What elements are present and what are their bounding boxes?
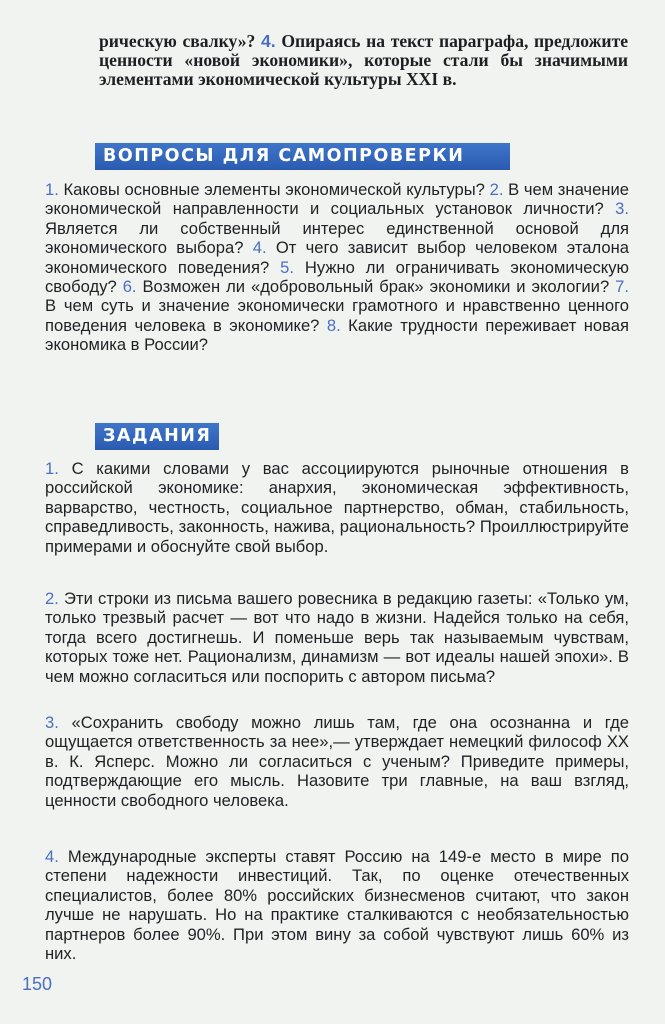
task-number: 2. xyxy=(45,589,59,608)
continued-paragraph xyxy=(99,32,628,89)
task-text: Международные эксперты ставят Россию на 149-е место в мире по степени надежности инвестиций. Так, по оценке отечественных специалистов, более 80% российских бизнесменов считают, что закон лучше не нарушать. Но на практике сталкиваются с необязательностью партнеров более 90%. При этом вину за собой чувствуют лишь 60% из них. xyxy=(45,847,629,964)
question-number: 3. xyxy=(615,199,629,219)
question-text: В чем значение экономической направленности и социальных установок личности? xyxy=(45,180,629,219)
question-number: 7. xyxy=(615,277,629,297)
self-check-questions xyxy=(45,180,629,355)
task-item xyxy=(45,847,629,963)
question-number: 2. xyxy=(489,180,504,199)
question-text: Какие трудности переживает новая экономика в России? xyxy=(45,315,629,355)
question-number: 1. xyxy=(45,180,59,199)
question-number: 8. xyxy=(326,315,341,335)
continued-text-start: рическую свалку»? xyxy=(99,31,256,51)
task-text: С какими словами у вас ассоциируются рыночные отношения в российской экономике: анархия, экономическая эффективность, варварство, честность, социальное партнерство, обман, стабильность, справедливость, законность, нажива, рациональность? Проиллюстрируйте примерами и обоснуйте свой выбор. xyxy=(45,459,629,556)
question-number: 5. xyxy=(280,257,294,277)
question-text: Каковы основные элементы экономической культуры? xyxy=(63,180,485,199)
task-item xyxy=(45,713,629,810)
question-text: В чем суть и значение экономически грамотного и нравственно ценного поведения человека в экономике? xyxy=(45,296,629,335)
question-text: Является ли собственный интерес единственной основой для экономического выбора? xyxy=(45,218,629,258)
task-text: «Сохранить свободу можно лишь там, где она осознанна и где ощущается ответственность за нее»,— утверждает немецкий философ XX в. К. Ясперс. Можно ли согласиться с ученым? Приведите примеры, подтверждающие его мысль. Назовите три главные, на ваш взгляд, ценности свободного человека. xyxy=(45,713,629,810)
task-item xyxy=(45,589,629,686)
tasks-heading: ЗАДАНИЯ xyxy=(95,423,219,450)
task-number: 3. xyxy=(45,713,59,732)
task-item xyxy=(45,459,629,556)
task-text: Эти строки из письма вашего ровесника в редакцию газеты: «Только ум, только трезвый расчет — вот что надо в жизни. Надейся только на себя, тогда всего достигнешь. И поменьше верь так называемым чувствам, которых тоже нет. Рационализм, динамизм — вот идеалы нашей эпохи». В чем можно согласиться или поспорить с автором письма? xyxy=(45,589,629,686)
question-number: 4. xyxy=(260,31,276,51)
continued-text-end: Опираясь на текст параграфа, предложите ценности «новой экономики», которые стали бы значимыми элементами экономической культуры XXI в. xyxy=(99,31,629,89)
question-number: 4. xyxy=(252,238,267,258)
question-text: От чего зависит выбор человеком эталона экономического поведения? xyxy=(45,238,629,277)
question-text: Нужно ли ограничивать экономическую свободу? xyxy=(45,257,629,297)
question-number: 6. xyxy=(122,277,137,297)
question-text: Возможен ли «добровольный брак» экономики и экологии? xyxy=(142,277,610,297)
page-number: 150 xyxy=(22,974,53,994)
self-check-heading: ВОПРОСЫ ДЛЯ САМОПРОВЕРКИ xyxy=(95,143,510,170)
task-number: 1. xyxy=(45,459,59,478)
task-number: 4. xyxy=(45,847,59,866)
